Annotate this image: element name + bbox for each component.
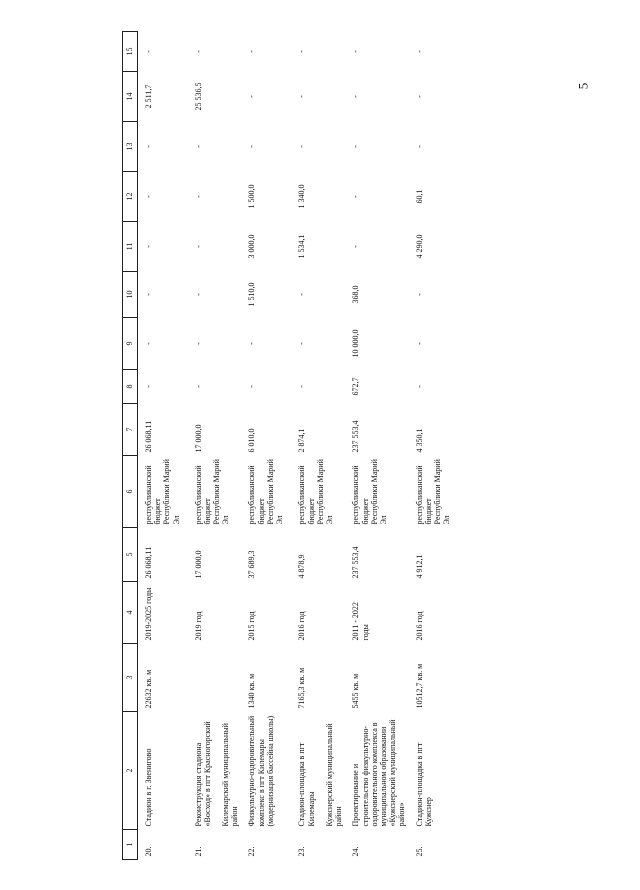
cell-name: Реконструкция стадиона «Восход» в пгт Красногорский Килемарский муниципальный район — [193, 721, 240, 827]
cell-c11: - — [193, 245, 203, 248]
cell-period: 2019-2025 годы — [144, 587, 153, 641]
cell-c10: - — [414, 293, 424, 296]
cell-total: 4 912,1 — [414, 554, 424, 579]
cell-c7: 17 000,0 — [193, 424, 203, 453]
column-number: 3 — [123, 644, 138, 712]
cell-area: 1340 кв. м — [247, 673, 257, 709]
cell-name: Стадион-площадка в пгт Кужснер — [414, 742, 433, 827]
cell-c14: - — [297, 95, 307, 98]
cell-n: 21. — [193, 846, 203, 857]
page-number: 5 — [575, 82, 591, 90]
cell-c15: - — [414, 50, 424, 53]
cell-c14: - — [351, 95, 361, 98]
cell-c9: - — [247, 342, 257, 345]
cell-c8: - — [193, 385, 203, 388]
cell-period: 2015 год — [247, 611, 257, 641]
cell-c7: 6 010,0 — [247, 428, 257, 453]
cell-c13: - — [351, 145, 361, 148]
column-number-row — [123, 32, 138, 860]
cell-c8: - — [414, 385, 424, 388]
column-number: 5 — [123, 528, 138, 582]
cell-period: 2016 год — [414, 611, 424, 641]
cell-c7: 4 350,1 — [414, 428, 424, 453]
cell-c8: - — [297, 385, 307, 388]
table-row — [291, 32, 345, 860]
cell-c14: 25 536,5 — [193, 82, 203, 111]
cell-c7: 2 874,1 — [297, 428, 307, 453]
cell-c11: - — [144, 245, 153, 248]
cell-c9: - — [193, 342, 203, 345]
cell-n: 20. — [144, 846, 153, 857]
column-number: 9 — [123, 318, 138, 370]
cell-source: республиканский бюджет Республики Марий Эл — [247, 459, 284, 525]
cell-area: 7165,3 кв. м — [297, 667, 307, 709]
column-number: 11 — [123, 222, 138, 272]
column-number: 14 — [123, 72, 138, 122]
cell-c13: - — [144, 145, 153, 148]
cell-source: республиканский бюджет Республики Марий Эл — [144, 459, 181, 525]
cell-c9: - — [144, 342, 153, 345]
cell-c7: 26 068,11 — [144, 420, 153, 453]
rotated-table-area — [122, 0, 640, 860]
cell-c12: - — [351, 195, 361, 198]
table-row — [188, 32, 242, 860]
cell-period: 2016 год — [297, 611, 307, 641]
column-number: 4 — [123, 582, 138, 644]
cell-period: 2019 год — [193, 611, 203, 641]
cell-c8: - — [144, 385, 153, 388]
cell-c15: - — [144, 50, 153, 53]
column-number: 10 — [123, 272, 138, 318]
cell-c14: - — [414, 95, 424, 98]
column-number: 15 — [123, 32, 138, 72]
column-number: 8 — [123, 370, 138, 404]
cell-c14: - — [247, 95, 257, 98]
cell-source: республиканский бюджет Республики Марий Эл — [193, 459, 231, 525]
cell-source: республиканский бюджет Республики Марий Эл — [297, 459, 334, 525]
table-row — [138, 32, 188, 860]
cell-name: Стадион-площадка в пгт Килемары Кужснерский муниципальный район — [297, 723, 344, 827]
cell-source: республиканский бюджет Республики Марий Эл — [351, 459, 388, 525]
cell-area — [188, 644, 242, 712]
cell-c12: 1 500,0 — [247, 184, 257, 209]
cell-source: республиканский бюджет Республики Марий Эл — [414, 459, 452, 525]
column-number: 2 — [123, 712, 138, 830]
table-row — [241, 32, 291, 860]
cell-c12: - — [144, 195, 153, 198]
cell-area: 22632 кв. м — [144, 669, 153, 709]
column-number: 6 — [123, 456, 138, 528]
cell-c10: - — [193, 293, 203, 296]
cell-total: 37 689,3 — [247, 550, 257, 579]
cell-c8: 672,7 — [351, 377, 361, 396]
cell-c9: 10 000,0 — [351, 329, 361, 358]
cell-c8: - — [247, 385, 257, 388]
cell-c11: - — [351, 245, 361, 248]
cell-c9: - — [297, 342, 307, 345]
cell-area: 5455 кв. м — [351, 673, 361, 709]
cell-c10: 368,0 — [351, 285, 361, 304]
cell-c15: - — [193, 50, 203, 53]
cell-name: Физкультурно-оздоровительный комплекс в пгт Килемары (модернизация бассейна школы) — [247, 715, 275, 827]
cell-name: Проектирование и строительство физкультурно-оздоровительного комплекса в муниципальном образовании «Кужснерский муниципальный район» — [351, 719, 407, 827]
cell-n: 23. — [297, 846, 307, 857]
column-number: 1 — [123, 830, 138, 860]
cell-name: Стадион в г. Звенигово — [144, 748, 153, 827]
table-row — [409, 32, 459, 860]
cell-c14: 2 511,7 — [144, 84, 153, 109]
cell-area: 10512,7 кв. м — [414, 663, 424, 709]
cell-c13: - — [297, 145, 307, 148]
cell-c15: - — [247, 50, 257, 53]
cell-period: 2011 - 2022 годы — [351, 602, 370, 641]
cell-c11: 3 000,0 — [247, 234, 257, 259]
cell-c10: - — [297, 293, 307, 296]
cell-total: 237 553,4 — [351, 546, 361, 579]
cell-c11: 1 534,1 — [297, 234, 307, 259]
column-number: 7 — [123, 404, 138, 456]
cell-c15: - — [351, 50, 361, 53]
cell-c11: 4 290,0 — [414, 234, 424, 259]
cell-c12: - — [193, 195, 203, 198]
cell-n: 25. — [414, 846, 424, 857]
cell-n: 24. — [351, 846, 361, 857]
cell-c15: - — [297, 50, 307, 53]
cell-n: 22. — [247, 846, 257, 857]
table-row — [345, 32, 408, 860]
cell-c13: - — [414, 145, 424, 148]
cell-c12: 1 340,0 — [297, 184, 307, 209]
cell-c9: - — [414, 342, 424, 345]
cell-total: 17 000,0 — [193, 550, 203, 579]
cell-c7: 237 553,4 — [351, 420, 361, 453]
cell-total: 4 878,9 — [297, 554, 307, 579]
column-number: 12 — [123, 172, 138, 222]
cell-c10: 1 510,0 — [247, 282, 257, 307]
column-number: 13 — [123, 122, 138, 172]
cell-c13: - — [247, 145, 257, 148]
program-table — [122, 31, 459, 860]
cell-c12: 60,1 — [414, 189, 424, 204]
cell-c10: - — [144, 293, 153, 296]
cell-total: 26 068,11 — [144, 546, 153, 579]
cell-c13: - — [193, 145, 203, 148]
